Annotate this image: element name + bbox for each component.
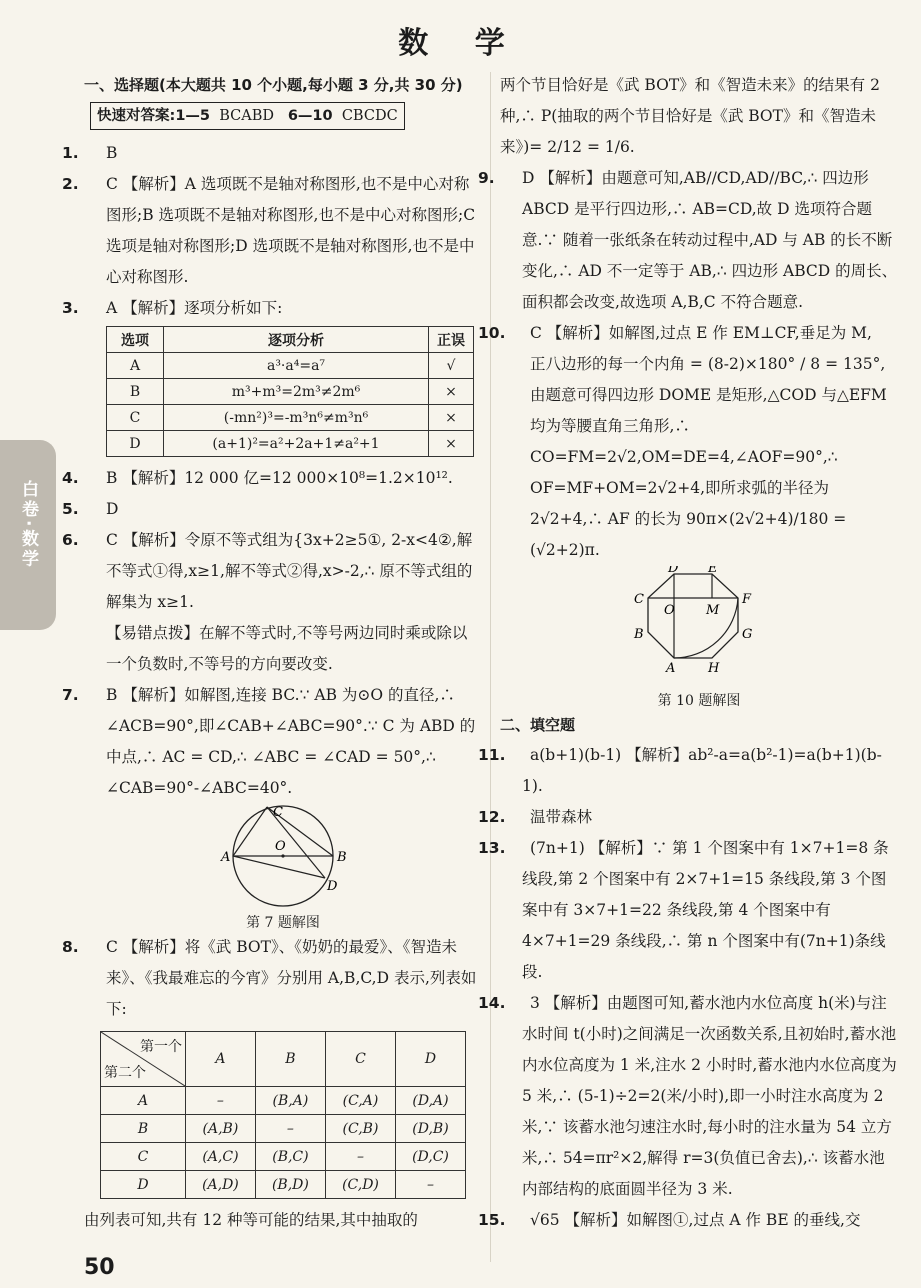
table-header: 逐项分析 <box>164 327 429 353</box>
octagon-diagram <box>624 566 774 686</box>
right-column <box>478 70 898 1236</box>
table-row: D (a+1)²=a²+2a+1≠a²+1 × <box>107 431 474 457</box>
answer-12: 12. 温带森林 <box>478 808 593 826</box>
fig10-label-e: E <box>708 566 718 576</box>
outcomes-table-q8 <box>100 1031 466 1199</box>
quick-answers-1: BCABD <box>219 108 274 124</box>
answer-11: 11. a(b+1)(b-1) 【解析】ab²-a=a(b²-1)=a(b+1)(b-1). <box>478 746 882 795</box>
table-row: B (A,B) – (C,B) (D,B) <box>101 1115 466 1143</box>
fig10-label-f: F <box>742 592 752 607</box>
answer-6: 6. C 【解析】令原不等式组为{3x+2≥5①, 2-x<4②,解不等式①得,x≥1,解不等式②得,x>-2,∴ 原不等式组的解集为 x≥1. <box>62 531 473 611</box>
answer-14: 14. 3 【解析】由题图可知,蓄水池内水位高度 h(米)与注水时间 t(小时)之间满足一次函数关系,且初始时,蓄水池内水位高度为 1 米,注水 2 小时时,蓄水池内水位高度为 5 米,∴ (5-1)÷2=2(米/小时),即一小时注水高度为 2 米,∵ 该蓄水池匀速注水时,每小时的注水量为 54 立方米,∴ 54=πr²×2,解得 r=3(负值已舍去),∴ 该蓄水池内部结构的底面圆半径为 3 米. <box>478 994 897 1198</box>
answer-15: 15. √65 【解析】如解图①,过点 A 作 BE 的垂线,交 <box>478 1211 861 1229</box>
answer-9: 9. D 【解析】由题意可知,AB//CD,AD//BC,∴ 四边形 ABCD 是平行四边形,∴ AB=CD,故 D 选项符合题意.∵ 随着一张纸条在转动过程中,AD 与 AB 的长不断变化,∴ AD 不一定等于 AB,∴ 四边形 ABCD 的周长、面积都会改变,故选项 A,B,C 不符合题意. <box>478 169 898 311</box>
section-fill-title: 二、填空题 <box>500 716 576 734</box>
fig10-label-o: O <box>664 603 675 618</box>
figure-caption: 第 10 题解图 <box>657 693 741 709</box>
table-row: C (A,C) (B,C) – (D,C) <box>101 1143 466 1171</box>
table-header: D <box>395 1032 465 1087</box>
figure-q10 <box>500 566 898 710</box>
side-tab-label: 白卷·数学 <box>18 480 38 570</box>
table-row: C (-mn²)³=-m³n⁶≠m³n⁶ × <box>107 405 474 431</box>
figure-caption: 第 7 题解图 <box>246 915 320 931</box>
quick-answer-box <box>90 102 405 130</box>
fig10-label-m: M <box>706 603 720 618</box>
answer-7: 7. B 【解析】如解图,连接 BC.∵ AB 为⊙O 的直径,∴ ∠ACB=90°,即∠CAB+∠ABC=90°.∵ C 为 ABD 的中点,∴ AC = CD,∴ ∠ABC = ∠CAD = 50°,∴ ∠CAB=90°-∠ABC=40°. <box>62 686 476 797</box>
side-tab <box>0 440 56 630</box>
page-title: 数 学 <box>398 26 523 61</box>
fig10-label-d: D <box>668 566 679 576</box>
analysis-table-q3 <box>106 326 474 457</box>
table-header: A <box>186 1032 256 1087</box>
page-number: 50 <box>84 1255 115 1280</box>
table-row: D (A,D) (B,D) (C,D) – <box>101 1171 466 1199</box>
figure-q7 <box>84 804 482 932</box>
column-divider <box>490 72 491 1262</box>
circle-diagram <box>203 804 363 908</box>
answer-8: 8. C 【解析】将《武 BOT》、《奶奶的最爱》、《智造未来》、《我最难忘的今宵》分别用 A,B,C,D 表示,列表如下: <box>62 938 477 1018</box>
fig10-label-g: G <box>742 627 753 642</box>
answer-2: 2. C 【解析】A 选项既不是轴对称图形,也不是中心对称图形;B 选项既不是轴对称图形,也不是中心对称图形;C 选项是轴对称图形;D 选项既不是轴对称图形,也不是中心对称图形. <box>62 175 476 286</box>
fig10-label-b: B <box>634 627 644 642</box>
fig7-label-d: D <box>327 879 338 894</box>
table-header: B <box>255 1032 325 1087</box>
quick-range-2: 6—10 <box>287 108 333 124</box>
table-header: C <box>325 1032 395 1087</box>
fig10-label-h: H <box>708 661 720 676</box>
answer-5: 5. D <box>62 500 119 518</box>
left-column <box>62 70 482 1236</box>
table-row: A – (B,A) (C,A) (D,A) <box>101 1087 466 1115</box>
fig10-label-c: C <box>634 592 644 607</box>
answer-8-continued: 两个节目恰好是《武 BOT》和《智造未来》的结果有 2 种,∴ P(抽取的两个节目恰好是《武 BOT》和《智造未来》)= 2/12 = 1/6. <box>500 76 880 156</box>
answer-1: 1. B <box>62 144 118 162</box>
answer-8-tail: 由列表可知,共有 12 种等可能的结果,其中抽取的 <box>84 1211 418 1229</box>
fig7-label-o: O <box>275 839 286 854</box>
answer-4: 4. B 【解析】12 000 亿=12 000×10⁸=1.2×10¹². <box>62 469 453 487</box>
fig7-label-b: B <box>337 850 347 865</box>
quick-answers-2: CBCDC <box>341 108 398 124</box>
answer-10-body: 正八边形的每一个内角 = (8-2)×180° / 8 = 135°,由题意可得四边形 DOME 是矩形,△COD 与△EFM 均为等腰直角三角形,∴ CO=FM=2√2,OM=DE=4,∠AOF=90°,∴ OF=MF+OM=2√2+4,即所求弧的半径为 2√2+4,∴ AF 的长为 90π×(2√2+4)/180 = (√2+2)π. <box>530 355 887 559</box>
table-header: 选项 <box>107 327 164 353</box>
answer-13: 13. (7n+1) 【解析】∵ 第 1 个图案中有 1×7+1=8 条线段,第 2 个图案中有 2×7+1=15 条线段,第 3 个图案中有 3×7+1=22 条线段,第 4 个图案中有 4×7+1=29 条线段,∴ 第 n 个图案中有(7n+1)条线段. <box>478 839 889 981</box>
table-row: B m³+m³=2m³≠2m⁶ × <box>107 379 474 405</box>
fig7-label-a: A <box>221 850 231 865</box>
quick-label: 快速对答案: <box>97 108 176 124</box>
fig7-label-c: C <box>273 805 283 820</box>
table-corner-cell: 第一个 第二个 <box>101 1032 186 1087</box>
error-tip: 【易错点拨】在解不等式时,不等号两边同时乘或除以一个负数时,不等号的方向要改变. <box>106 624 468 673</box>
table-row: A a³·a⁴=a⁷ √ <box>107 353 474 379</box>
fig10-label-a: A <box>666 661 676 676</box>
quick-range-1: 1—5 <box>175 108 210 124</box>
table-header: 正误 <box>429 327 474 353</box>
answer-3: 3. A 【解析】逐项分析如下: <box>62 299 283 317</box>
answer-10: 10. C 【解析】如解图,过点 E 作 EM⊥CF,垂足为 M, <box>478 324 872 342</box>
section-choice-title: 一、选择题(本大题共 10 个小题,每小题 3 分,共 30 分) <box>84 76 463 94</box>
